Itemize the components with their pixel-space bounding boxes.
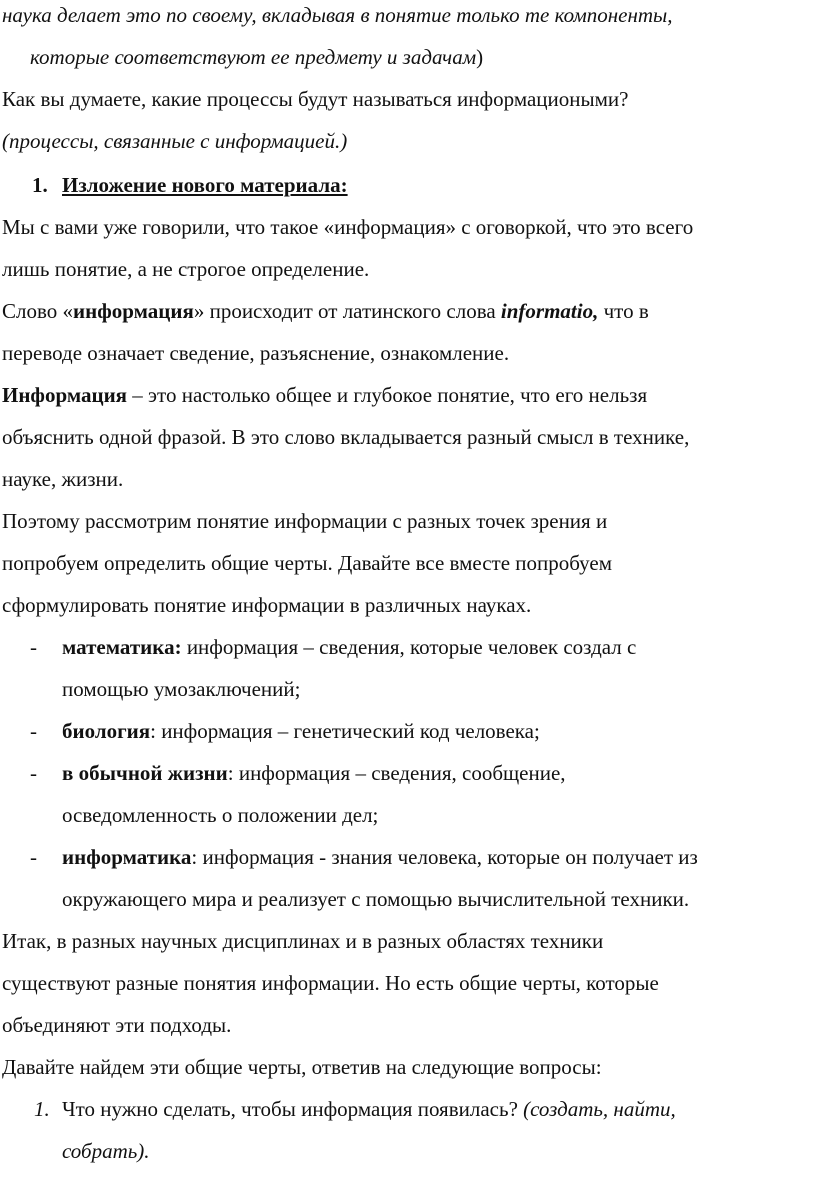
- list-item-continuation: осведомленность о положении дел;: [62, 803, 379, 827]
- definition-term: Информация: [2, 383, 128, 407]
- list-item-everyday-life: [62, 760, 812, 786]
- definition-line-1-rest: – это настолько общее и глубокое понятие, что его нельзя: [127, 383, 648, 407]
- paragraph-tail-line-2: [30, 44, 812, 70]
- list-item-term: информатика: [62, 845, 192, 869]
- paragraph-tail-close: ): [476, 45, 484, 69]
- definition-line-3: науке, жизни.: [2, 467, 124, 491]
- question-text: Как вы думаете, какие процессы будут называться информациоными?: [2, 87, 629, 111]
- question-item-text: Что нужно сделать, чтобы информация появилась?: [62, 1097, 524, 1121]
- list-item-continuation: окружающего мира и реализует с помощью вычислительной техники.: [62, 887, 690, 911]
- list-item-informatics: [62, 844, 812, 870]
- intro-line-1: Мы с вами уже говорили, что такое «информация» с оговоркой, что это всего: [2, 215, 694, 239]
- summary-line-1: Итак, в разных научных дисциплинах и в разных областях техники: [2, 929, 604, 953]
- therefore-line-2: попробуем определить общие черты. Давайте все вместе попробуем: [2, 551, 612, 575]
- word-origin-line-2: переводе означает сведение, разъяснение, ознакомление.: [2, 341, 510, 365]
- question-item-answer-continuation: собрать).: [62, 1139, 150, 1163]
- list-item-text: : информация – генетический код человека;: [150, 719, 540, 743]
- word-origin-latin: informatio,: [500, 299, 599, 323]
- paragraph-tail-line-1: наука делает это по своему, вкладывая в понятие только те компоненты,: [2, 3, 673, 27]
- definition-line-1: [2, 382, 812, 408]
- summary-line-2: существуют разные понятия информации. Но есть общие черты, которые: [2, 971, 659, 995]
- list-item-text: : информация – сведения, сообщение,: [227, 761, 566, 785]
- list-marker: -: [30, 845, 37, 869]
- word-origin-term: информация: [73, 299, 194, 323]
- definition-line-2: объяснить одной фразой. В это слово вкладывается разный смысл в технике,: [2, 425, 690, 449]
- list-marker: -: [30, 635, 37, 659]
- intro-line-2: лишь понятие, а не строгое определение.: [2, 257, 370, 281]
- section-title: Изложение нового материала:: [62, 173, 348, 197]
- list-marker: -: [30, 719, 37, 743]
- section-number: 1.: [32, 173, 48, 197]
- word-origin-suffix: что в: [598, 299, 649, 323]
- find-features: Давайте найдем эти общие черты, ответив на следующие вопросы:: [2, 1055, 602, 1079]
- question-number: 1.: [34, 1097, 50, 1121]
- list-item-continuation: помощью умозаключений;: [62, 677, 301, 701]
- list-item-term: математика:: [62, 635, 182, 659]
- paragraph-tail-line-2-text: которые соответствуют ее предмету и задачам: [30, 45, 477, 69]
- word-origin-middle: » происходит от латинского слова: [193, 299, 501, 323]
- list-item-text: информация – сведения, которые человек создал с: [181, 635, 637, 659]
- question-item: [62, 1096, 812, 1122]
- word-origin-prefix: Слово «: [2, 299, 74, 323]
- question-answer: (процессы, связанные с информацией.): [2, 129, 348, 153]
- list-item-text: : информация - знания человека, которые он получает из: [191, 845, 698, 869]
- list-item-biology: [62, 718, 812, 744]
- list-item-mathematics: [62, 634, 812, 660]
- list-item-term: в обычной жизни: [62, 761, 228, 785]
- word-origin-line-1: [2, 298, 812, 324]
- question-item-answer: (создать, найти,: [523, 1097, 676, 1121]
- therefore-line-3: сформулировать понятие информации в различных науках.: [2, 593, 532, 617]
- summary-line-3: объединяют эти подходы.: [2, 1013, 232, 1037]
- list-item-term: биология: [62, 719, 151, 743]
- list-marker: -: [30, 761, 37, 785]
- therefore-line-1: Поэтому рассмотрим понятие информации с разных точек зрения и: [2, 509, 608, 533]
